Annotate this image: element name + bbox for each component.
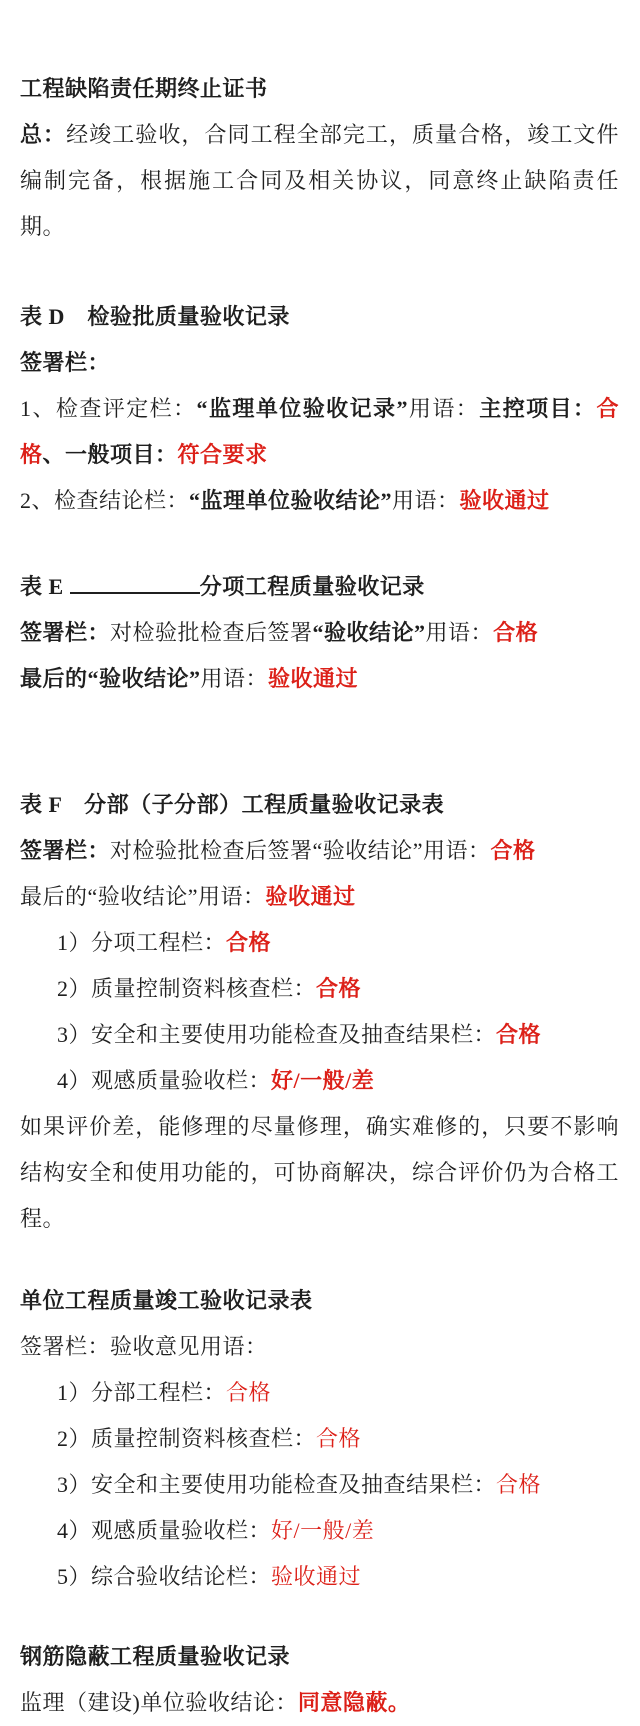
table-d-item-2 (20, 478, 619, 524)
text-segment: 签署栏： (20, 350, 111, 375)
text-segment: 用语： (425, 620, 494, 645)
acceptance-term: 验收通过 (459, 488, 550, 513)
text-segment: “监理单位验收记录” (196, 396, 408, 421)
table-f-title (20, 782, 619, 828)
unit-item-3 (20, 1462, 619, 1508)
acceptance-term: 合格 (316, 1426, 362, 1451)
acceptance-term: 好/一般/差 (271, 1068, 375, 1093)
acceptance-term: 合格 (316, 976, 362, 1001)
text-segment: 1）分部工程栏： (57, 1380, 227, 1405)
text-segment: 1）分项工程栏： (57, 930, 227, 955)
acceptance-term: 同意隐蔽。 (297, 1690, 411, 1715)
text-segment: 用语： (407, 396, 480, 421)
text-segment: “监理单位验收结论” (189, 488, 393, 513)
text-segment: 表 D 检验批质量验收记录 (20, 304, 290, 329)
acceptance-term: 合格 (226, 930, 272, 955)
text-segment: 表 F 分部（子分部）工程质量验收记录表 (20, 792, 445, 817)
text-segment: 主控项目： (479, 396, 597, 421)
text-segment: 3）安全和主要使用功能检查及抽查结果栏： (57, 1022, 497, 1047)
text-segment: 4）观感质量验收栏： (57, 1518, 272, 1543)
text-segment: 签署栏： (20, 620, 111, 645)
text-segment: 表 E (20, 574, 70, 599)
unit-signature (20, 1324, 619, 1370)
acceptance-term: 合格 (496, 1472, 542, 1497)
text-segment: 总： (20, 122, 67, 147)
rebar-supervisor-conclusion (20, 1680, 619, 1726)
text-segment: “验收结论” (87, 666, 201, 691)
text-segment: 分项工程质量验收记录 (199, 574, 425, 599)
unit-item-1 (20, 1370, 619, 1416)
text-segment: 签署栏：验收意见用语： (20, 1334, 268, 1359)
rebar-hidden-works-title (20, 1634, 619, 1680)
text-segment: 经竣工验收，合同工程全部完工，质量合格，竣工文件编制完备，根据施工合同及相关协议，同意终止缺陷责任期。 (20, 122, 619, 239)
table-f-item-2 (20, 966, 619, 1012)
unit-item-2 (20, 1416, 619, 1462)
acceptance-term: 符合要求 (177, 442, 268, 467)
acceptance-term: 合格 (226, 1380, 272, 1405)
text-segment: 、一般项目： (42, 442, 178, 467)
table-e-final-conclusion (20, 656, 619, 702)
table-f-note (20, 1104, 619, 1242)
acceptance-term: 合格 (496, 1022, 542, 1047)
text-segment: 用语： (392, 488, 460, 513)
text-segment: 监理（建设)单位验收结论： (20, 1690, 298, 1715)
text-segment: 2）质量控制资料核查栏： (57, 1426, 317, 1451)
acceptance-term: 验收通过 (265, 884, 356, 909)
table-f-item-3 (20, 1012, 619, 1058)
table-d-signature-label (20, 340, 619, 386)
unit-project-title (20, 1278, 619, 1324)
unit-item-5 (20, 1554, 619, 1600)
unit-item-4 (20, 1508, 619, 1554)
acceptance-term: 验收通过 (271, 1564, 362, 1589)
table-f-final-conclusion (20, 874, 619, 920)
table-d-item-1 (20, 386, 619, 478)
text-segment: 最后的“验收结论”用语： (20, 884, 266, 909)
text-segment: 3）安全和主要使用功能检查及抽查结果栏： (57, 1472, 497, 1497)
acceptance-term: 合格 (20, 396, 619, 467)
table-d-title (20, 294, 619, 340)
defect-liability-summary (20, 112, 619, 250)
text-segment: 对检验批检查后签署“验收结论”用语： (110, 838, 491, 863)
text-segment: “验收结论” (312, 620, 426, 645)
text-segment: 4）观感质量验收栏： (57, 1068, 272, 1093)
table-f-signature (20, 828, 619, 874)
table-f-item-4 (20, 1058, 619, 1104)
table-e-title (20, 564, 619, 610)
acceptance-term: 合格 (493, 620, 539, 645)
text-segment: 用语： (200, 666, 269, 691)
text-segment: 2、检查结论栏： (20, 488, 190, 513)
acceptance-term: 好/一般/差 (271, 1518, 375, 1543)
text-segment: 1、检查评定栏： (20, 396, 197, 421)
text-segment: 签署栏： (20, 838, 111, 863)
acceptance-term: 合格 (490, 838, 536, 863)
section-table-e (20, 564, 619, 702)
text-segment: 工程缺陷责任期终止证书 (20, 76, 268, 101)
defect-liability-certificate-title (20, 66, 619, 112)
section-intro (20, 66, 619, 250)
acceptance-term: 验收通过 (268, 666, 359, 691)
text-segment: 单位工程质量竣工验收记录表 (20, 1288, 313, 1313)
text-segment: 5）综合验收结论栏： (57, 1564, 272, 1589)
blank-underline (70, 572, 200, 594)
section-rebar (20, 1634, 619, 1726)
text-segment: 如果评价差，能修理的尽量修理，确实难修的，只要不影响结构安全和使用功能的，可协商解决，综合评价仍为合格工程。 (20, 1114, 619, 1231)
text-segment: 最后的 (20, 666, 88, 691)
table-e-signature (20, 610, 619, 656)
section-table-f (20, 782, 619, 1242)
text-segment: 对检验批检查后签署 (110, 620, 313, 645)
section-unit-project (20, 1278, 619, 1600)
text-segment: 钢筋隐蔽工程质量验收记录 (20, 1644, 291, 1669)
text-segment: 2）质量控制资料核查栏： (57, 976, 317, 1001)
table-f-item-1 (20, 920, 619, 966)
section-table-d (20, 294, 619, 524)
